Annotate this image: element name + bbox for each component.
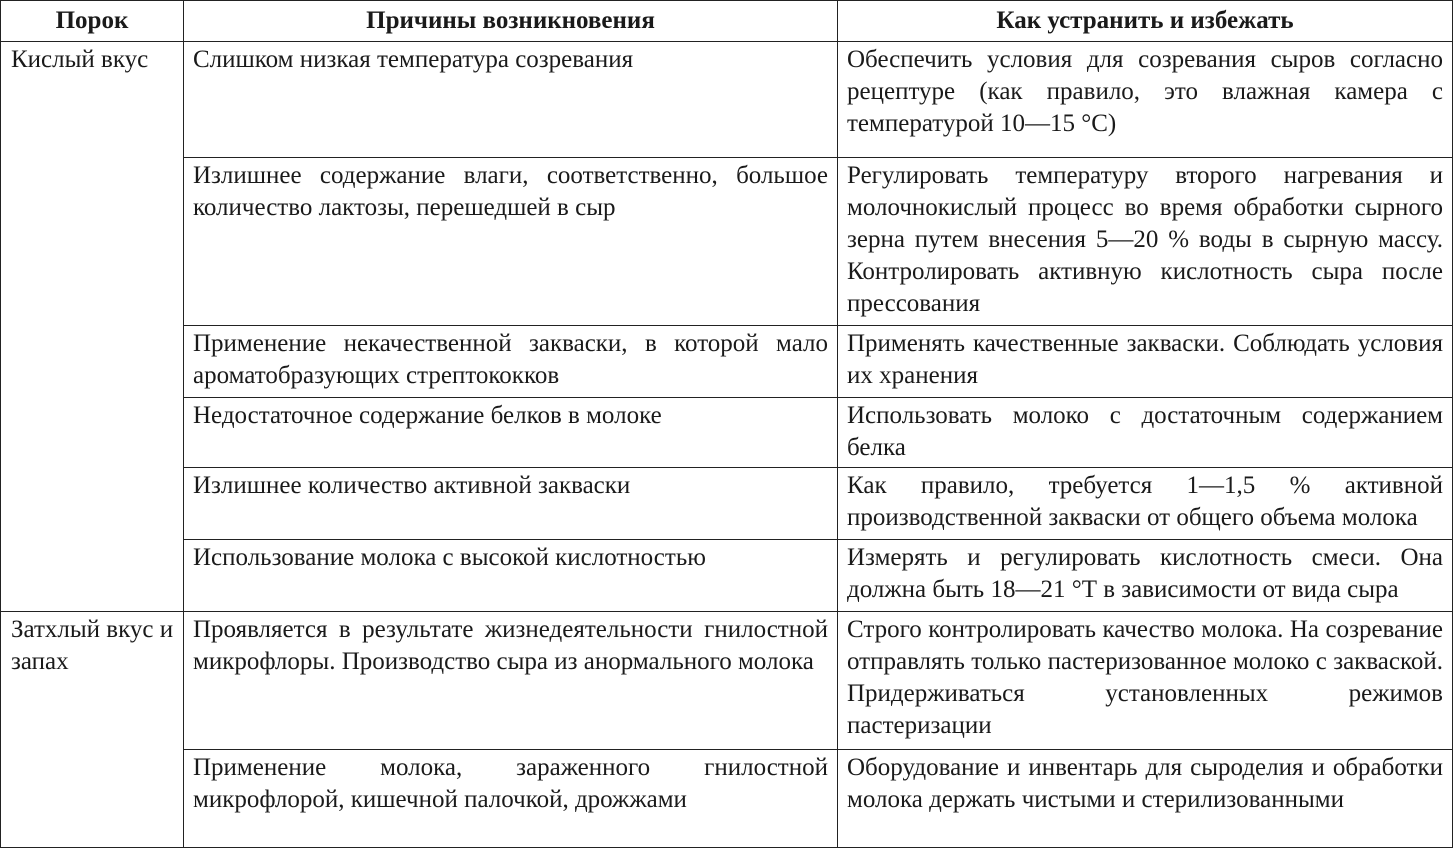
remedy-cell: Строго контролировать качество молока. На созревание отправлять только пастеризованное молоко с закваской. Придерживаться установленных режимов пастеризации bbox=[838, 612, 1453, 750]
remedy-cell: Применять качественные закваски. Соблюдать условия их хранения bbox=[838, 326, 1453, 398]
cause-cell: Использование молока с высокой кислотностью bbox=[184, 540, 838, 612]
cause-cell: Применение молока, зараженного гнилостной микрофлорой, кишечной палочкой, дрожжами bbox=[184, 750, 838, 848]
header-defect: Порок bbox=[1, 1, 184, 42]
remedy-cell: Оборудование и инвентарь для сыроделия и обработки молока держать чистыми и стерилизованными bbox=[838, 750, 1453, 848]
defect-cell: Кислый вкус bbox=[1, 42, 184, 612]
cause-cell: Недостаточное содержание белков в молоке bbox=[184, 398, 838, 468]
cause-cell: Излишнее количество активной закваски bbox=[184, 468, 838, 540]
remedy-cell: Обеспечить условия для созревания сыров согласно рецептуре (как правило, это влажная камера с температурой 10—15 °С) bbox=[838, 42, 1453, 158]
defect-cell: Затхлый вкус и запах bbox=[1, 612, 184, 848]
remedy-cell: Использовать молоко с достаточным содержанием белка bbox=[838, 398, 1453, 468]
table-header bbox=[1, 1, 1453, 42]
table-row bbox=[1, 398, 1453, 468]
table-row bbox=[1, 540, 1453, 612]
table-row bbox=[1, 42, 1453, 158]
cause-cell: Применение некачественной закваски, в которой мало ароматобразующих стрептококков bbox=[184, 326, 838, 398]
remedy-cell: Как правило, требуется 1—1,5 % активной производственной закваски от общего объема молока bbox=[838, 468, 1453, 540]
remedy-cell: Измерять и регулировать кислотность смеси. Она должна быть 18—21 °Т в зависимости от вида сыра bbox=[838, 540, 1453, 612]
cause-cell: Проявляется в результате жизнедеятельности гнилостной микрофлоры. Производство сыра из анормального молока bbox=[184, 612, 838, 750]
table-row bbox=[1, 158, 1453, 326]
table-row bbox=[1, 612, 1453, 750]
remedy-cell: Регулировать температуру второго нагревания и молочнокислый процесс во время обработки сырного зерна путем внесения 5—20 % воды в сырную массу. Контролировать активную кислотность сыра после прессования bbox=[838, 158, 1453, 326]
cause-cell: Слишком низкая температура созревания bbox=[184, 42, 838, 158]
table-body bbox=[1, 42, 1453, 848]
header-row bbox=[1, 1, 1453, 42]
cause-cell: Излишнее содержание влаги, соответственно, большое количество лактозы, перешедшей в сыр bbox=[184, 158, 838, 326]
header-remedy: Как устранить и избежать bbox=[838, 1, 1453, 42]
table-row bbox=[1, 468, 1453, 540]
header-cause: Причины возникновения bbox=[184, 1, 838, 42]
table-row bbox=[1, 326, 1453, 398]
